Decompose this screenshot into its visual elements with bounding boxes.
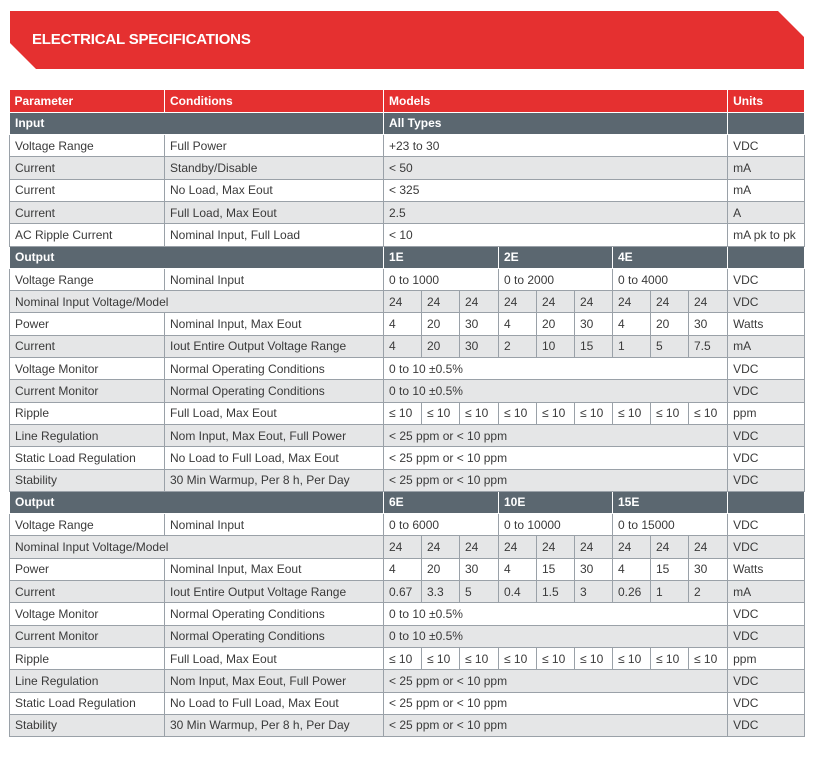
value-cell: 30 bbox=[460, 335, 499, 357]
value-cell: < 10 bbox=[384, 224, 728, 246]
value-cell: ≤ 10 bbox=[689, 647, 728, 669]
parameter-cell: Voltage Range bbox=[10, 514, 165, 536]
unit-cell: VDC bbox=[728, 692, 805, 714]
units-blank bbox=[728, 112, 805, 134]
model-label: 10E bbox=[499, 491, 613, 513]
condition-cell: Full Load, Max Eout bbox=[165, 647, 384, 669]
table-row bbox=[10, 603, 805, 625]
value-cell: 2 bbox=[689, 581, 728, 603]
value-cell: 0 to 10000 bbox=[499, 514, 613, 536]
value-cell: < 325 bbox=[384, 179, 728, 201]
value-cell: 0 to 15000 bbox=[613, 514, 728, 536]
value-cell: 5 bbox=[460, 581, 499, 603]
value-cell: 3.3 bbox=[422, 581, 460, 603]
table-row bbox=[10, 291, 805, 313]
value-cell: 24 bbox=[422, 536, 460, 558]
section-title: Input bbox=[10, 112, 384, 134]
unit-cell: mA bbox=[728, 157, 805, 179]
value-cell: 24 bbox=[651, 536, 689, 558]
parameter-cell: Ripple bbox=[10, 402, 165, 424]
value-cell: 0 to 2000 bbox=[499, 268, 613, 290]
table-row bbox=[10, 714, 805, 736]
unit-cell: A bbox=[728, 201, 805, 223]
value-cell: ≤ 10 bbox=[422, 647, 460, 669]
parameter-cell: Line Regulation bbox=[10, 424, 165, 446]
value-cell: 0.4 bbox=[499, 581, 537, 603]
page-title: ELECTRICAL SPECIFICATIONS bbox=[32, 31, 251, 48]
unit-cell: Watts bbox=[728, 558, 805, 580]
value-cell: 4 bbox=[499, 313, 537, 335]
model-label: 15E bbox=[613, 491, 728, 513]
value-cell: 4 bbox=[384, 313, 422, 335]
parameter-cell: Voltage Range bbox=[10, 268, 165, 290]
condition-cell: Full Load, Max Eout bbox=[165, 402, 384, 424]
unit-cell: VDC bbox=[728, 135, 805, 157]
section-header bbox=[10, 112, 805, 134]
unit-cell: VDC bbox=[728, 424, 805, 446]
value-cell: 15 bbox=[651, 558, 689, 580]
value-cell: 30 bbox=[575, 313, 613, 335]
unit-cell: VDC bbox=[728, 536, 805, 558]
table-row bbox=[10, 558, 805, 580]
value-cell: ≤ 10 bbox=[384, 647, 422, 669]
value-cell: 24 bbox=[460, 291, 499, 313]
value-cell: 2.5 bbox=[384, 201, 728, 223]
value-cell: 24 bbox=[689, 291, 728, 313]
table-row bbox=[10, 358, 805, 380]
value-cell: < 25 ppm or < 10 ppm bbox=[384, 469, 728, 491]
value-cell: 30 bbox=[460, 313, 499, 335]
value-cell: 3 bbox=[575, 581, 613, 603]
value-cell: 4 bbox=[613, 313, 651, 335]
unit-cell: mA pk to pk bbox=[728, 224, 805, 246]
value-cell: ≤ 10 bbox=[575, 647, 613, 669]
condition-cell: Iout Entire Output Voltage Range bbox=[165, 335, 384, 357]
value-cell: ≤ 10 bbox=[689, 402, 728, 424]
table-row bbox=[10, 224, 805, 246]
parameter-cell: Stability bbox=[10, 714, 165, 736]
value-cell: ≤ 10 bbox=[651, 402, 689, 424]
condition-cell: Full Power bbox=[165, 135, 384, 157]
value-cell: 0 to 6000 bbox=[384, 514, 499, 536]
model-label: 6E bbox=[384, 491, 499, 513]
table-row bbox=[10, 179, 805, 201]
value-cell: 24 bbox=[575, 291, 613, 313]
unit-cell: mA bbox=[728, 179, 805, 201]
parameter-cell: Power bbox=[10, 313, 165, 335]
condition-cell: Nominal Input, Max Eout bbox=[165, 313, 384, 335]
model-label: 4E bbox=[613, 246, 728, 268]
parameter-cell: Nominal Input Voltage/Model bbox=[10, 536, 384, 558]
model-label: 2E bbox=[499, 246, 613, 268]
table-row bbox=[10, 514, 805, 536]
value-cell: +23 to 30 bbox=[384, 135, 728, 157]
model-label: 1E bbox=[384, 246, 499, 268]
value-cell: 20 bbox=[537, 313, 575, 335]
header-models: Models bbox=[384, 90, 728, 112]
value-cell: 0.26 bbox=[613, 581, 651, 603]
value-cell: < 25 ppm or < 10 ppm bbox=[384, 692, 728, 714]
value-cell: < 25 ppm or < 10 ppm bbox=[384, 447, 728, 469]
units-blank bbox=[728, 491, 805, 513]
unit-cell: mA bbox=[728, 335, 805, 357]
value-cell: ≤ 10 bbox=[384, 402, 422, 424]
unit-cell: Watts bbox=[728, 313, 805, 335]
condition-cell: Full Load, Max Eout bbox=[165, 201, 384, 223]
value-cell: ≤ 10 bbox=[499, 402, 537, 424]
value-cell: 0 to 10 ±0.5% bbox=[384, 380, 728, 402]
value-cell: 20 bbox=[651, 313, 689, 335]
value-cell: < 25 ppm or < 10 ppm bbox=[384, 424, 728, 446]
parameter-cell: Current Monitor bbox=[10, 380, 165, 402]
unit-cell: mA bbox=[728, 581, 805, 603]
value-cell: 30 bbox=[575, 558, 613, 580]
parameter-cell: Static Load Regulation bbox=[10, 447, 165, 469]
value-cell: 24 bbox=[613, 536, 651, 558]
unit-cell: VDC bbox=[728, 447, 805, 469]
value-cell: ≤ 10 bbox=[613, 647, 651, 669]
value-cell: ≤ 10 bbox=[613, 402, 651, 424]
value-cell: 24 bbox=[537, 291, 575, 313]
value-cell: 0 to 4000 bbox=[613, 268, 728, 290]
value-cell: < 50 bbox=[384, 157, 728, 179]
unit-cell: VDC bbox=[728, 469, 805, 491]
model-label: All Types bbox=[384, 112, 728, 134]
table-row bbox=[10, 447, 805, 469]
unit-cell: VDC bbox=[728, 380, 805, 402]
value-cell: 7.5 bbox=[689, 335, 728, 357]
parameter-cell: Voltage Monitor bbox=[10, 603, 165, 625]
table-row bbox=[10, 692, 805, 714]
section-title: Output bbox=[10, 491, 384, 513]
specs-table bbox=[9, 90, 805, 737]
unit-cell: VDC bbox=[728, 514, 805, 536]
value-cell: 24 bbox=[537, 536, 575, 558]
value-cell: 24 bbox=[613, 291, 651, 313]
value-cell: 1 bbox=[651, 581, 689, 603]
value-cell: 15 bbox=[575, 335, 613, 357]
value-cell: 4 bbox=[499, 558, 537, 580]
value-cell: ≤ 10 bbox=[537, 402, 575, 424]
condition-cell: Nominal Input, Max Eout bbox=[165, 558, 384, 580]
value-cell: 24 bbox=[384, 291, 422, 313]
table-row bbox=[10, 157, 805, 179]
value-cell: 10 bbox=[537, 335, 575, 357]
parameter-cell: Power bbox=[10, 558, 165, 580]
condition-cell: 30 Min Warmup, Per 8 h, Per Day bbox=[165, 714, 384, 736]
value-cell: 1.5 bbox=[537, 581, 575, 603]
table-row bbox=[10, 625, 805, 647]
table-header bbox=[10, 90, 805, 112]
value-cell: 2 bbox=[499, 335, 537, 357]
value-cell: 1 bbox=[613, 335, 651, 357]
value-cell: 20 bbox=[422, 313, 460, 335]
unit-cell: VDC bbox=[728, 268, 805, 290]
value-cell: 4 bbox=[613, 558, 651, 580]
table-row bbox=[10, 402, 805, 424]
condition-cell: Nominal Input bbox=[165, 268, 384, 290]
value-cell: 24 bbox=[422, 291, 460, 313]
value-cell: 0 to 10 ±0.5% bbox=[384, 603, 728, 625]
value-cell: 15 bbox=[537, 558, 575, 580]
value-cell: 30 bbox=[689, 313, 728, 335]
value-cell: 0 to 10 ±0.5% bbox=[384, 358, 728, 380]
parameter-cell: Current bbox=[10, 581, 165, 603]
unit-cell: ppm bbox=[728, 402, 805, 424]
value-cell: ≤ 10 bbox=[422, 402, 460, 424]
value-cell: 30 bbox=[689, 558, 728, 580]
value-cell: ≤ 10 bbox=[499, 647, 537, 669]
condition-cell: 30 Min Warmup, Per 8 h, Per Day bbox=[165, 469, 384, 491]
table-row bbox=[10, 536, 805, 558]
parameter-cell: Current bbox=[10, 201, 165, 223]
value-cell: 24 bbox=[575, 536, 613, 558]
condition-cell: No Load to Full Load, Max Eout bbox=[165, 692, 384, 714]
condition-cell: Nom Input, Max Eout, Full Power bbox=[165, 424, 384, 446]
value-cell: < 25 ppm or < 10 ppm bbox=[384, 670, 728, 692]
parameter-cell: Stability bbox=[10, 469, 165, 491]
parameter-cell: Ripple bbox=[10, 647, 165, 669]
table-row bbox=[10, 670, 805, 692]
value-cell: 0.67 bbox=[384, 581, 422, 603]
condition-cell: Normal Operating Conditions bbox=[165, 358, 384, 380]
value-cell: ≤ 10 bbox=[575, 402, 613, 424]
condition-cell: Standby/Disable bbox=[165, 157, 384, 179]
parameter-cell: Current bbox=[10, 157, 165, 179]
value-cell: 24 bbox=[499, 291, 537, 313]
table-row bbox=[10, 335, 805, 357]
section-banner bbox=[10, 11, 804, 69]
value-cell: 0 to 10 ±0.5% bbox=[384, 625, 728, 647]
condition-cell: Normal Operating Conditions bbox=[165, 380, 384, 402]
parameter-cell: Nominal Input Voltage/Model bbox=[10, 291, 384, 313]
value-cell: 24 bbox=[651, 291, 689, 313]
parameter-cell: Voltage Range bbox=[10, 135, 165, 157]
table-row bbox=[10, 424, 805, 446]
table-row bbox=[10, 268, 805, 290]
section-header bbox=[10, 246, 805, 268]
value-cell: ≤ 10 bbox=[460, 647, 499, 669]
value-cell: < 25 ppm or < 10 ppm bbox=[384, 714, 728, 736]
section-header bbox=[10, 491, 805, 513]
parameter-cell: AC Ripple Current bbox=[10, 224, 165, 246]
table-row bbox=[10, 469, 805, 491]
unit-cell: VDC bbox=[728, 603, 805, 625]
condition-cell: No Load to Full Load, Max Eout bbox=[165, 447, 384, 469]
unit-cell: VDC bbox=[728, 625, 805, 647]
units-blank bbox=[728, 246, 805, 268]
value-cell: 5 bbox=[651, 335, 689, 357]
unit-cell: ppm bbox=[728, 647, 805, 669]
table-row bbox=[10, 647, 805, 669]
header-conditions: Conditions bbox=[165, 90, 384, 112]
table-row bbox=[10, 380, 805, 402]
condition-cell: Normal Operating Conditions bbox=[165, 603, 384, 625]
condition-cell: Normal Operating Conditions bbox=[165, 625, 384, 647]
table-row bbox=[10, 135, 805, 157]
value-cell: ≤ 10 bbox=[651, 647, 689, 669]
condition-cell: Nom Input, Max Eout, Full Power bbox=[165, 670, 384, 692]
parameter-cell: Voltage Monitor bbox=[10, 358, 165, 380]
table-row bbox=[10, 581, 805, 603]
parameter-cell: Current bbox=[10, 179, 165, 201]
condition-cell: No Load, Max Eout bbox=[165, 179, 384, 201]
value-cell: ≤ 10 bbox=[460, 402, 499, 424]
table-row bbox=[10, 201, 805, 223]
value-cell: 20 bbox=[422, 558, 460, 580]
condition-cell: Nominal Input bbox=[165, 514, 384, 536]
value-cell: 4 bbox=[384, 558, 422, 580]
header-units: Units bbox=[728, 90, 805, 112]
parameter-cell: Static Load Regulation bbox=[10, 692, 165, 714]
value-cell: 20 bbox=[422, 335, 460, 357]
value-cell: 24 bbox=[499, 536, 537, 558]
header-parameter: Parameter bbox=[10, 90, 165, 112]
value-cell: 4 bbox=[384, 335, 422, 357]
condition-cell: Iout Entire Output Voltage Range bbox=[165, 581, 384, 603]
value-cell: 30 bbox=[460, 558, 499, 580]
unit-cell: VDC bbox=[728, 670, 805, 692]
parameter-cell: Current Monitor bbox=[10, 625, 165, 647]
value-cell: ≤ 10 bbox=[537, 647, 575, 669]
value-cell: 24 bbox=[689, 536, 728, 558]
value-cell: 24 bbox=[460, 536, 499, 558]
parameter-cell: Line Regulation bbox=[10, 670, 165, 692]
unit-cell: VDC bbox=[728, 714, 805, 736]
unit-cell: VDC bbox=[728, 291, 805, 313]
parameter-cell: Current bbox=[10, 335, 165, 357]
value-cell: 24 bbox=[384, 536, 422, 558]
unit-cell: VDC bbox=[728, 358, 805, 380]
table-row bbox=[10, 313, 805, 335]
value-cell: 0 to 1000 bbox=[384, 268, 499, 290]
section-title: Output bbox=[10, 246, 384, 268]
condition-cell: Nominal Input, Full Load bbox=[165, 224, 384, 246]
